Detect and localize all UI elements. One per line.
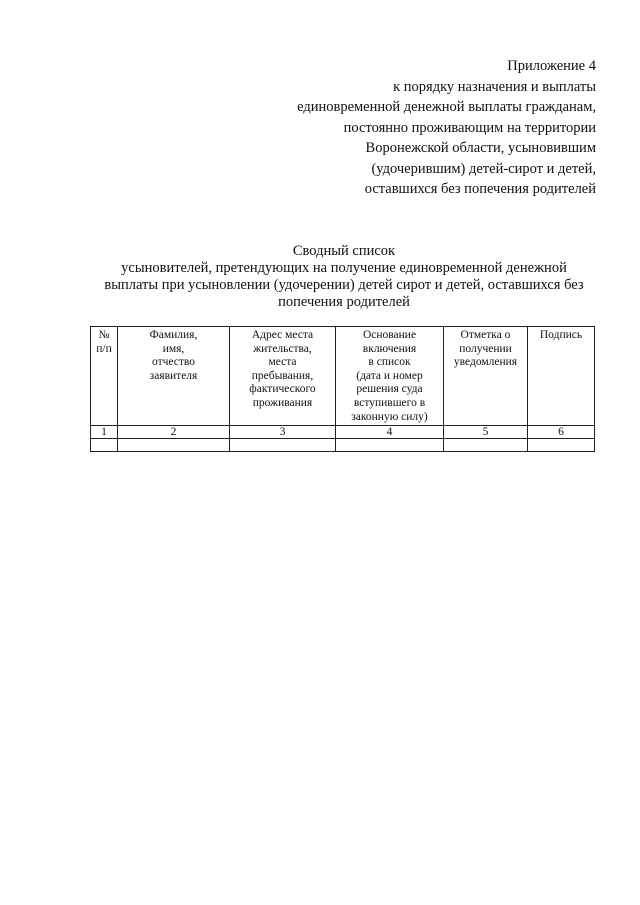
appendix-line: оставшихся без попечения родителей: [364, 181, 596, 197]
column-number: 6: [528, 426, 595, 439]
empty-cell: [230, 439, 336, 452]
column-number: 5: [444, 426, 528, 439]
appendix-line: (удочерившим) детей-сирот и детей,: [371, 160, 596, 177]
appendix-line: к порядку назначения и выплаты: [393, 78, 596, 95]
empty-cell: [118, 439, 230, 452]
title-line: усыновителей, претендующих на получение единовременной денежной: [121, 260, 567, 276]
header-basis: Основание включения в список (дата и номер решения суда вступившего в законную силу): [336, 327, 444, 426]
header-number: № п/п: [91, 327, 118, 426]
table-empty-row: [91, 439, 595, 452]
table-header-row: [91, 327, 595, 426]
empty-cell: [91, 439, 118, 452]
document-title: [92, 243, 596, 311]
appendix-reference: [297, 56, 596, 200]
header-full-name: Фамилия, имя, отчество заявителя: [118, 327, 230, 426]
appendix-line: постоянно проживающим на территории: [343, 119, 596, 136]
appendix-line: Приложение 4: [507, 58, 596, 74]
header-notification-mark: Отметка о получении уведомления: [444, 327, 528, 426]
appendix-line: единовременной денежной выплаты гражданам,: [297, 99, 596, 115]
header-address: Адрес места жительства, места пребывания, фактического проживания: [230, 327, 336, 426]
table-number-row: [91, 426, 595, 439]
empty-cell: [444, 439, 528, 452]
title-line: Сводный список: [292, 243, 396, 259]
column-number: 3: [230, 426, 336, 439]
empty-cell: [528, 439, 595, 452]
title-line: попечения родителей: [278, 294, 410, 310]
column-number: 1: [91, 426, 118, 439]
header-signature: Подпись: [528, 327, 595, 426]
column-number: 2: [118, 426, 230, 439]
column-number: 4: [336, 426, 444, 439]
title-line: выплаты при усыновлении (удочерении) детей сирот и детей, оставшихся без: [104, 277, 584, 293]
appendix-line: Воронежской области, усыновившим: [365, 140, 596, 156]
empty-cell: [336, 439, 444, 452]
summary-table: [90, 326, 595, 452]
